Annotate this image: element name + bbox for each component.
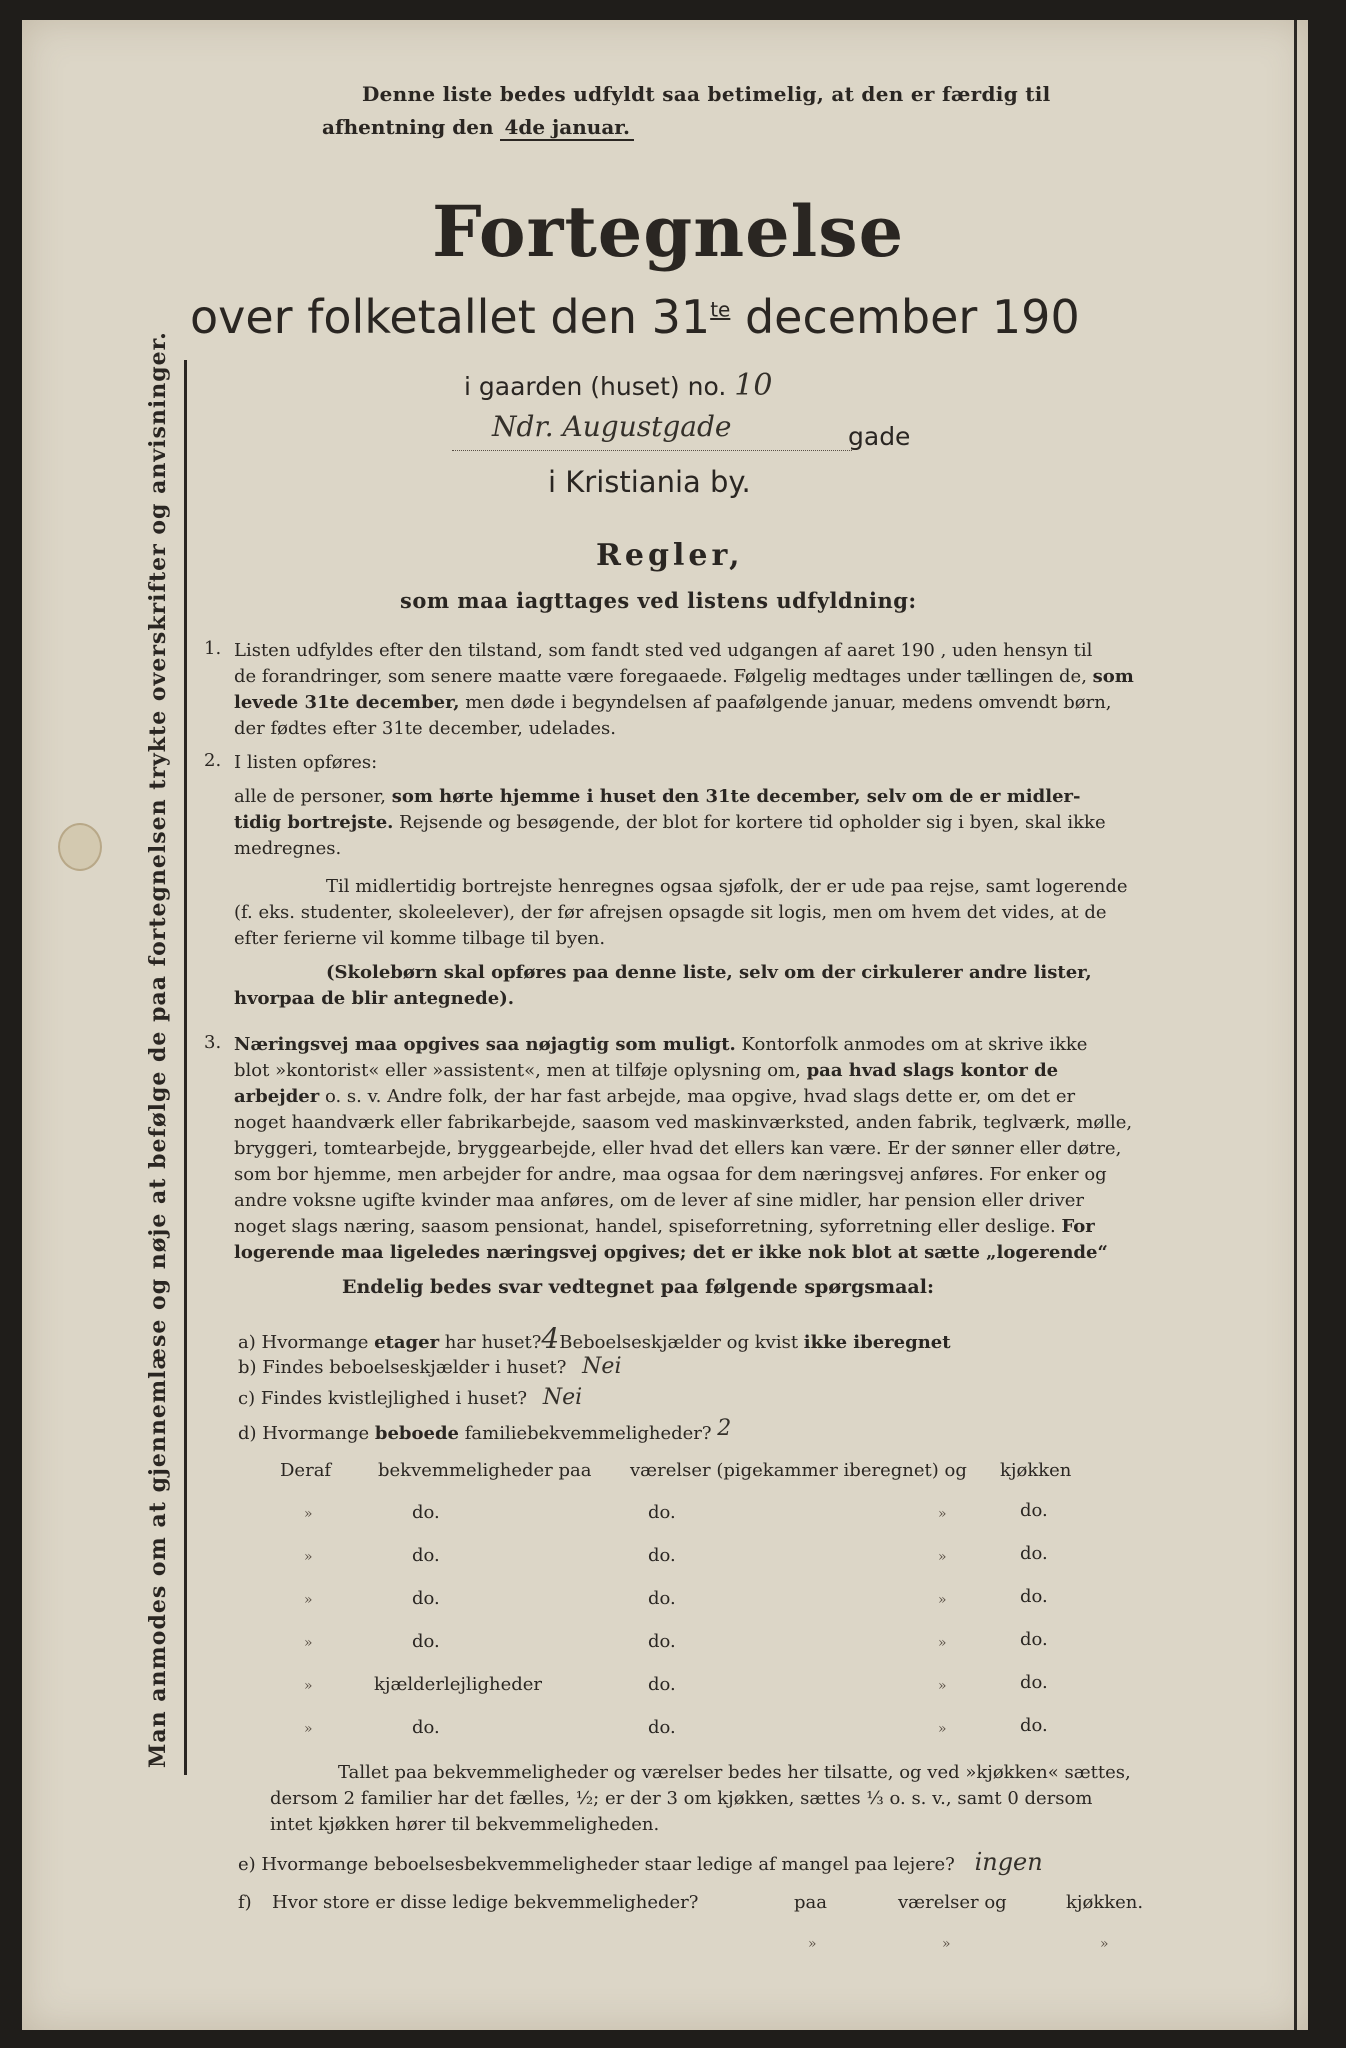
answer-beboelseskjaelder: Nei <box>582 1354 622 1379</box>
rule-2-line-9: hvorpaa de blir antegnede). <box>234 988 514 1009</box>
rule-3-line-2-bold: paa hvad slags kontor de <box>806 1060 1059 1081</box>
question-f-label: f) <box>238 1892 252 1913</box>
table-body <box>22 1500 1222 1758</box>
fraction-note <box>270 1760 1174 1838</box>
table-row <box>22 1500 1222 1543</box>
question-b-text: Findes beboelseskjælder i huset? <box>262 1357 567 1378</box>
rule-1 <box>234 638 1174 742</box>
rule-2 <box>234 750 1174 1012</box>
pickup-date: 4de januar. <box>500 115 634 141</box>
table-row-quote: » <box>304 1678 313 1694</box>
question-c <box>238 1385 582 1410</box>
table-row-quote: » <box>304 1549 313 1565</box>
intro-line-1: Denne liste bedes udfyldt saa betimelig, at den er færdig til <box>362 82 1051 106</box>
question-f-vaerelser: værelser og <box>898 1892 1007 1913</box>
question-f-paa: paa <box>794 1892 827 1913</box>
table-row-kjokken: do. <box>1020 1543 1048 1564</box>
question-d-text-1: Hvormange <box>262 1423 370 1444</box>
table-row-vaerelser: do. <box>648 1631 676 1652</box>
rules-heading: Regler, <box>596 538 744 573</box>
question-d <box>238 1416 731 1444</box>
rule-3-line-3-text: o. s. v. Andre folk, der har fast arbejde, maa opgive, hvad slags dette er, om det er <box>324 1086 1076 1107</box>
rule-3-line-2-text: blot »kontorist« eller »assistent«, men at tilføje oplysning om, <box>234 1060 801 1081</box>
punch-hole <box>58 823 102 871</box>
answer-familiebekvemmeligheder: 2 <box>717 1416 732 1441</box>
rule-3-line-3-bold: arbejder <box>234 1086 320 1107</box>
rule-2-line-3-bold: tidig bortrejste. <box>234 812 394 833</box>
question-f-blanks <box>22 1936 1222 1996</box>
question-c-label: c) <box>238 1388 256 1409</box>
question-a-bold-2: ikke iberegnet <box>803 1332 951 1353</box>
table-header-vaerelser: værelser (pigekammer iberegnet) og <box>630 1460 967 1481</box>
table-row-vaerelser: do. <box>648 1674 676 1695</box>
rule-2-line-5: Til midlertidig bortrejste henregnes ogsaa sjøfolk, der er ude paa rejse, samt logerende <box>326 876 1128 897</box>
table-row-kjokken: do. <box>1020 1715 1048 1736</box>
table-row-bekvemmeligheder: do. <box>412 1545 440 1566</box>
table-row-quote-2: » <box>938 1506 947 1522</box>
house-number-line <box>464 368 772 403</box>
rule-1-line-3 <box>234 690 1174 716</box>
rule-3-line-1 <box>234 1032 1174 1058</box>
question-b-label: b) <box>238 1357 257 1378</box>
table-row-quote-2: » <box>938 1592 947 1608</box>
table-row-quote-2: » <box>938 1678 947 1694</box>
rule-2-line-1: I listen opføres: <box>234 752 378 773</box>
question-f-kjokken: kjøkken. <box>1066 1892 1144 1913</box>
rule-1-line-3-text: men døde i begyndelsen af paafølgende januar, medens omvendt børn, <box>465 692 1112 713</box>
table-row <box>22 1672 1222 1715</box>
question-a-label: a) <box>238 1332 256 1353</box>
form-title: Fortegnelse <box>432 190 905 273</box>
blank-quote: » <box>942 1936 951 1952</box>
table-row-quote-2: » <box>938 1635 947 1651</box>
table-row-kjokken: do. <box>1020 1500 1048 1521</box>
fraction-note-line-2: dersom 2 familier har det fælles, ½; er der 3 om kjøkken, sættes ⅓ o. s. v., samt 0 dersom <box>270 1788 1093 1809</box>
rule-3 <box>234 1032 1174 1266</box>
question-d-text-2: familiebekvemmeligheder? <box>464 1423 712 1444</box>
rule-1-line-2 <box>234 664 1174 690</box>
table-row-quote: » <box>304 1506 313 1522</box>
table-row-bekvemmeligheder: do. <box>412 1502 440 1523</box>
question-a-text-3: Beboelseskjælder og kvist <box>559 1332 799 1353</box>
question-e-text: Hvormange beboelsesbekvemmeligheder staar ledige af mangel paa lejere? <box>261 1854 955 1875</box>
rule-1-line-1: Listen udfyldes efter den tilstand, som fandt sted ved udgangen af aaret 190 , uden hensyn til <box>234 640 1093 661</box>
blank-quote: » <box>808 1936 817 1952</box>
table-row <box>22 1586 1222 1629</box>
street-name-value: Ndr. Augustgade <box>492 410 732 443</box>
table-row-quote-2: » <box>938 1721 947 1737</box>
rule-2-line-7: efter ferierne vil komme tilbage til byen. <box>234 928 606 949</box>
subtitle-year: december 190 <box>744 290 1080 344</box>
table-row-quote: » <box>304 1721 313 1737</box>
rule-1-number: 1. <box>204 638 222 659</box>
rule-3-line-3 <box>234 1084 1174 1110</box>
rule-3-number: 3. <box>204 1032 222 1053</box>
table-header-deraf: Deraf <box>280 1460 332 1481</box>
fraction-note-line-1: Tallet paa bekvemmeligheder og værelser bedes her tilsatte, og ved »kjøkken« sættes, <box>338 1762 1131 1783</box>
side-instruction: Man anmodes om at gjennemlæse og nøje at befølge de paa fortegnelsen trykte overskrifter og anvisninger. <box>145 331 171 1768</box>
table-row <box>22 1715 1222 1758</box>
rule-2-line-3 <box>234 810 1174 836</box>
rule-3-line-5: bryggeri, tomtearbejde, bryggearbejde, eller hvad det ellers kan være. Er der sønner eller døtre, <box>234 1138 1122 1159</box>
table-row-bekvemmeligheder: kjælderlejligheder <box>374 1674 542 1695</box>
answer-kvistlejlighed: Nei <box>542 1385 583 1410</box>
table-row <box>22 1543 1222 1586</box>
questions-heading: Endelig bedes svar vedtegnet paa følgende spørgsmaal: <box>342 1276 934 1298</box>
table-row-kjokken: do. <box>1020 1586 1048 1607</box>
rule-2-number: 2. <box>204 750 222 771</box>
table-row-quote: » <box>304 1635 313 1651</box>
table-header-bekvemmeligheder: bekvemmeligheder paa <box>378 1460 592 1481</box>
question-f-text: Hvor store er disse ledige bekvemmeligheder? <box>272 1892 699 1913</box>
question-a <box>238 1322 951 1355</box>
table-header-kjokken: kjøkken <box>1000 1460 1072 1481</box>
blank-quote: » <box>1100 1936 1109 1952</box>
street-suffix: gade <box>848 422 911 451</box>
rule-3-line-6: som bor hjemme, men arbejder for andre, maa ogsaa for dem næringsvej anføres. For enker og <box>234 1164 1107 1185</box>
street-line <box>452 410 911 451</box>
answer-ledige: ingen <box>974 1848 1043 1876</box>
rule-3-line-8 <box>234 1214 1174 1240</box>
question-a-text-2: har huset? <box>444 1332 542 1353</box>
question-c-text: Findes kvistlejlighed i huset? <box>260 1388 528 1409</box>
table-row-bekvemmeligheder: do. <box>412 1717 440 1738</box>
rule-1-line-2-text: de forandringer, som senere maatte være foregaaede. Følgelig medtages under tællingen de, <box>234 666 1087 687</box>
question-d-label: d) <box>238 1423 257 1444</box>
rule-3-line-4: noget haandværk eller fabrikarbejde, saasom ved maskinværksted, anden fabrik, teglværk, mølle, <box>234 1112 1133 1133</box>
house-number-label: i gaarden (huset) no. <box>464 372 727 401</box>
rule-2-line-8: (Skolebørn skal opføres paa denne liste, selv om der cirkulerer andre lister, <box>326 962 1092 983</box>
rule-2-line-6: (f. eks. studenter, skoleelever), der før afrejsen opsagde sit logis, men om hvem det vides, at de <box>234 902 1107 923</box>
rule-3-line-2 <box>234 1058 1174 1084</box>
question-a-text-1: Hvormange <box>261 1332 369 1353</box>
question-d-bold: beboede <box>374 1423 460 1444</box>
rule-2-line-2-text: alle de personer, <box>234 786 386 807</box>
subtitle-main: over folketallet den 31 <box>190 290 711 344</box>
question-a-bold: etager <box>374 1332 440 1353</box>
question-f <box>238 1892 1198 1916</box>
intro-line-2 <box>322 115 634 139</box>
rule-3-line-7: andre voksne ugifte kvinder maa anføres, om de lever af sine midler, har pension eller driver <box>234 1190 1085 1211</box>
table-row-vaerelser: do. <box>648 1545 676 1566</box>
table-row-kjokken: do. <box>1020 1672 1048 1693</box>
table-row-kjokken: do. <box>1020 1629 1048 1650</box>
rule-3-line-9: logerende maa ligeledes næringsvej opgives; det er ikke nok blot at sætte „logerende“ <box>234 1242 1108 1263</box>
rule-2-line-2-bold: som hørte hjemme i huset den 31te december, selv om de er midler- <box>391 786 1081 807</box>
question-e-label: e) <box>238 1854 256 1875</box>
question-e <box>238 1848 1043 1876</box>
table-row-bekvemmeligheder: do. <box>412 1631 440 1652</box>
rule-1-line-3-bold: levede 31te december, <box>234 692 460 713</box>
rule-1-line-4: der fødtes efter 31te december, udelades. <box>234 718 617 739</box>
rule-3-line-8-text: noget slags næring, saasom pensionat, handel, spiseforretning, syforretning eller deslige. <box>234 1216 1056 1237</box>
table-row-quote: » <box>304 1592 313 1608</box>
page-edge-right <box>1294 20 1297 2030</box>
table-row-quote-2: » <box>938 1549 947 1565</box>
table-row-vaerelser: do. <box>648 1717 676 1738</box>
rule-3-line-1-text: Kontorfolk anmodes om at skrive ikke <box>741 1034 1088 1055</box>
subtitle-sup: te <box>710 297 731 322</box>
census-form-page <box>22 20 1308 2030</box>
rule-1-line-2-bold: som <box>1092 666 1134 687</box>
intro-pickup-label: afhentning den <box>322 115 494 139</box>
rule-2-line-4: medregnes. <box>234 838 342 859</box>
city-line: i Kristiania by. <box>548 465 751 499</box>
question-b <box>238 1354 621 1379</box>
rule-3-line-8-bold: For <box>1061 1216 1095 1237</box>
rule-2-line-2 <box>234 784 1174 810</box>
fraction-note-line-3: intet kjøkken hører til bekvemmeligheden. <box>270 1814 660 1835</box>
house-number-value: 10 <box>734 368 773 403</box>
rule-3-line-1-bold: Næringsvej maa opgives saa nøjagtig som muligt. <box>234 1034 736 1055</box>
table-row <box>22 1629 1222 1672</box>
table-row-bekvemmeligheder: do. <box>412 1588 440 1609</box>
rules-subheading: som maa iagttages ved listens udfyldning: <box>400 588 917 613</box>
table-row-vaerelser: do. <box>648 1588 676 1609</box>
rule-2-line-3-text: Rejsende og besøgende, der blot for kortere tid opholder sig i byen, skal ikke <box>399 812 1106 833</box>
answer-etager: 4 <box>541 1322 560 1355</box>
form-subtitle <box>190 290 1080 344</box>
table-row-vaerelser: do. <box>648 1502 676 1523</box>
